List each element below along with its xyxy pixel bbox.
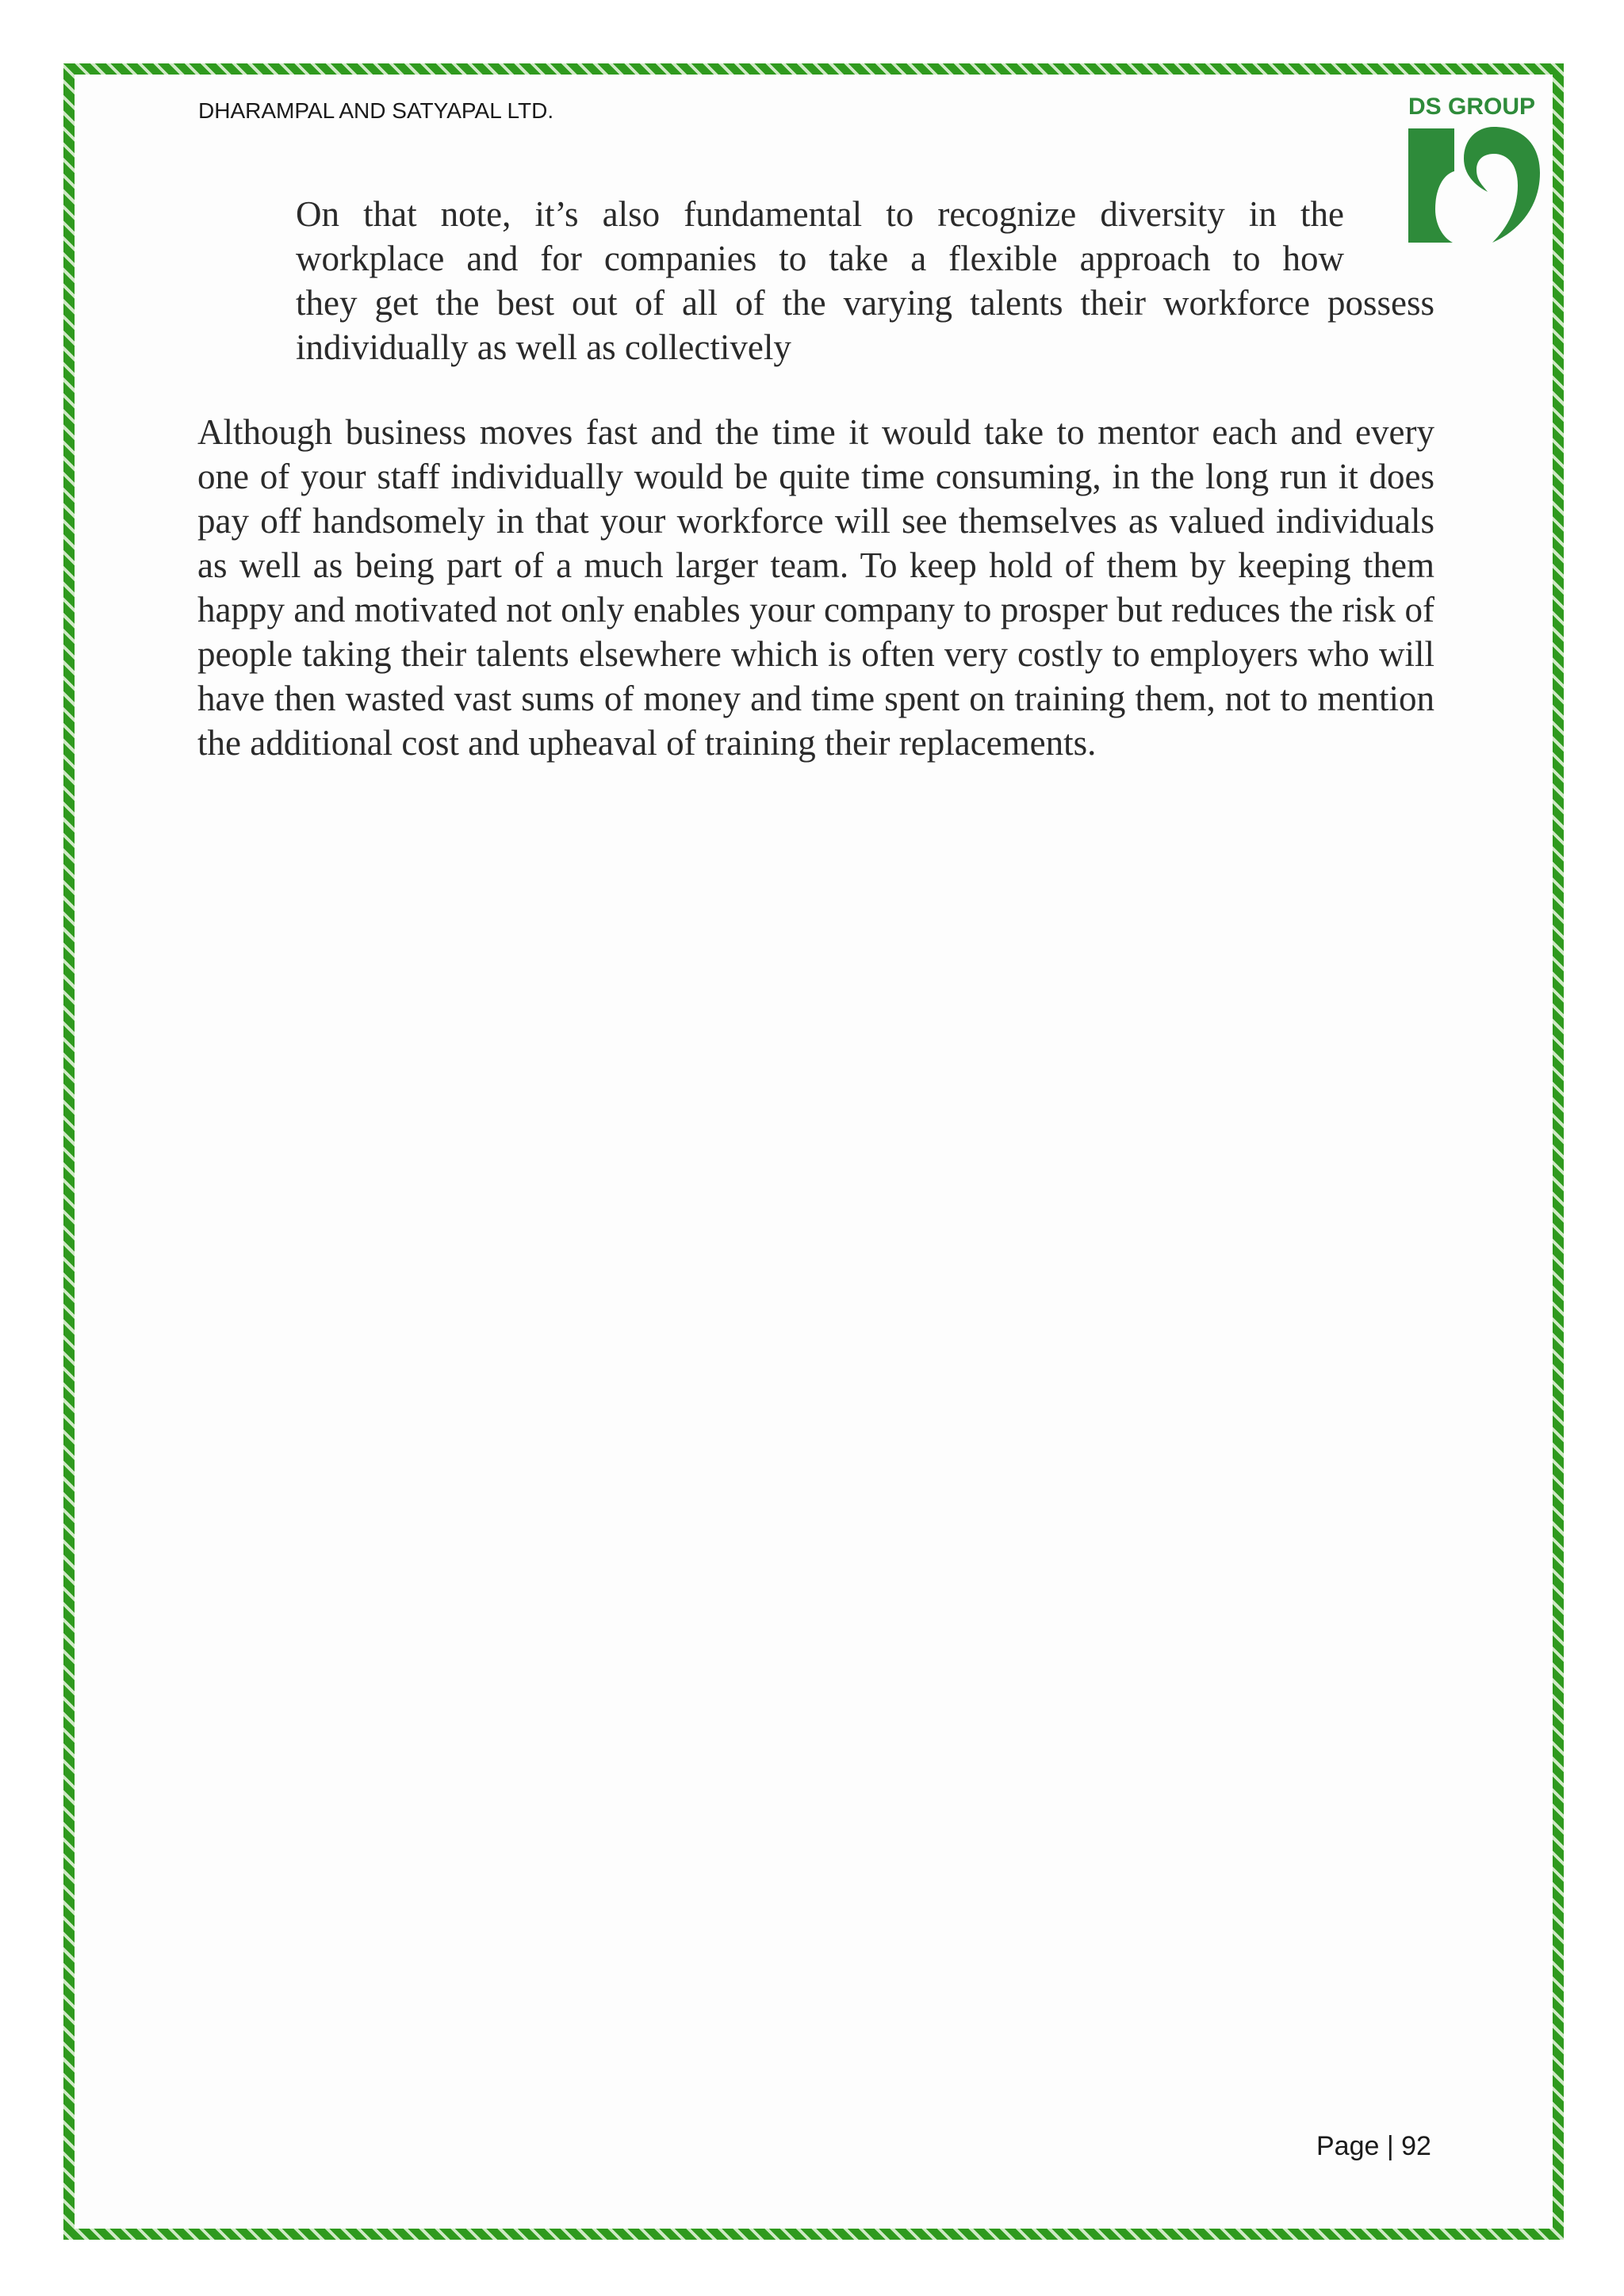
page-number: Page | 92 — [1316, 2131, 1431, 2161]
quote-line: they get the best out of all of the varying talents their workforce possess — [296, 283, 1434, 323]
quote-line: individually as well as collectively — [296, 327, 791, 367]
quote-line: workplace and for companies to take a flexible approach to how — [296, 239, 1344, 278]
logo-text: DS GROUP — [1408, 94, 1536, 120]
page-border — [63, 63, 1564, 2240]
indented-quote — [296, 192, 1434, 369]
header-company-name: DHARAMPAL AND SATYAPAL LTD. — [198, 98, 554, 123]
body-paragraph: Although business moves fast and the time it would take to mentor each and every one of your staff individually would be quite time consuming, in the long run it does pay off handsomely in that your workforce will see themselves as valued individuals as well as being part of a much larger team. To keep hold of them by keeping them happy and motivated not only enables your company to prosper but reduces the risk of people taking their talents elsewhere which is often very costly to employers who will have then wasted vast sums of money and time spent on training them, not to mention the additional cost and upheaval of training their replacements. — [197, 412, 1434, 763]
quote-line: On that note, it’s also fundamental to recognize diversity in the — [296, 194, 1344, 234]
